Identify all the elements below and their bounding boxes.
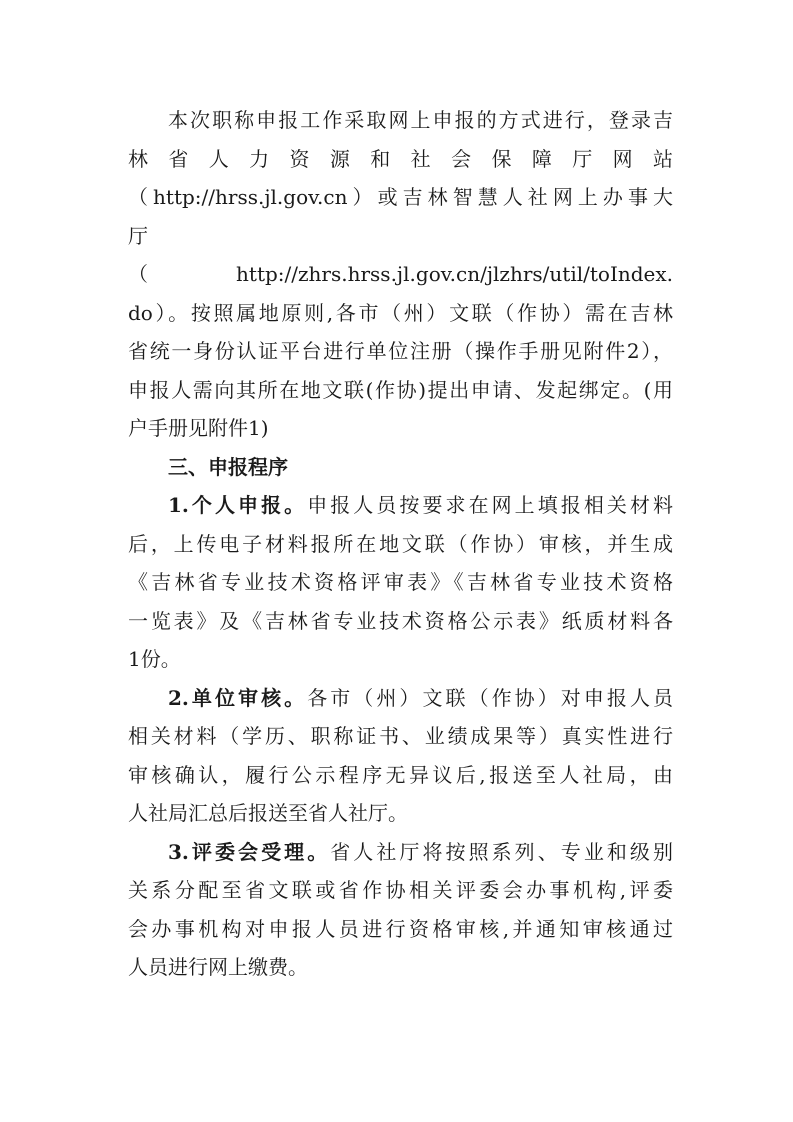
step-1-line-3: 《吉林省专业技术资格评审表》《吉林省专业技术资格 <box>128 570 673 594</box>
step-2-line-3: 审核确认，履行公示程序无异议后,报送至人社局，由 <box>128 762 673 787</box>
paragraph-1-line-4: 厅 <box>128 223 148 248</box>
step-3-line-3: 会办事机构对申报人员进行资格审核,并通知审核通过 <box>128 916 673 941</box>
step-3-first-line-rest: 省人社厅将按照系列、专业和级别 <box>330 839 673 864</box>
step-3-line-4: 人员进行网上缴费。 <box>128 955 308 979</box>
paragraph-1-line-8: 申报人需向其所在地文联(作协)提出申请、发起绑定。(用 <box>128 377 673 402</box>
step-1-line-5: 1份。 <box>128 647 181 671</box>
step-1-line-2: 后，上传电子材料报所在地文联（作协）审核，并生成 <box>128 531 673 556</box>
paragraph-1-line-1: 本次职称申报工作采取网上申报的方式进行，登录吉 <box>168 108 673 132</box>
paragraph-1-line-2: 林 省 人 力 资 源 和 社 会 保 障 厅 网 站 <box>128 146 673 171</box>
step-2-line-4: 人社局汇总后报送至省人社厅。 <box>128 801 408 825</box>
paragraph-1-line-9: 户手册见附件1) <box>128 416 269 440</box>
step-1-first-line-rest: 申报人员按要求在网上填报相关材料 <box>307 493 673 517</box>
paragraph-1-line-5: （http://zhrs.hrss.jl.gov.cn/jlzhrs/util/toIndex. <box>128 262 673 286</box>
step-1-first-line <box>128 486 673 525</box>
paragraph-1-line-3: （http://hrss.jl.gov.cn）或吉林智慧人社网上办事大 <box>128 185 673 209</box>
step-3-first-line <box>128 833 673 872</box>
section-heading: 三、申报程序 <box>168 454 288 479</box>
step-2-title: 2.单位审核。 <box>168 685 308 710</box>
step-2-first-line-rest: 各市（州）文联（作协）对申报人员 <box>307 685 673 710</box>
step-3-title: 3.评委会受理。 <box>168 839 331 864</box>
paragraph-1-line-7: 省统一身份认证平台进行单位注册（操作手册见附件2）， <box>128 339 673 363</box>
step-3-line-2: 关系分配至省文联或省作协相关评委会办事机构,评委 <box>128 878 673 902</box>
paragraph-1-line-6: do）。按照属地原则,各市（州）文联（作协）需在吉林 <box>128 300 673 325</box>
document-body <box>128 101 673 987</box>
step-2-line-2: 相关材料（学历、职称证书、业绩成果等）真实性进行 <box>128 724 673 748</box>
step-1-title: 1.个人申报。 <box>168 493 308 517</box>
step-1-line-4: 一览表》及《吉林省专业技术资格公示表》纸质材料各 <box>128 608 673 633</box>
step-2-first-line <box>128 679 673 718</box>
